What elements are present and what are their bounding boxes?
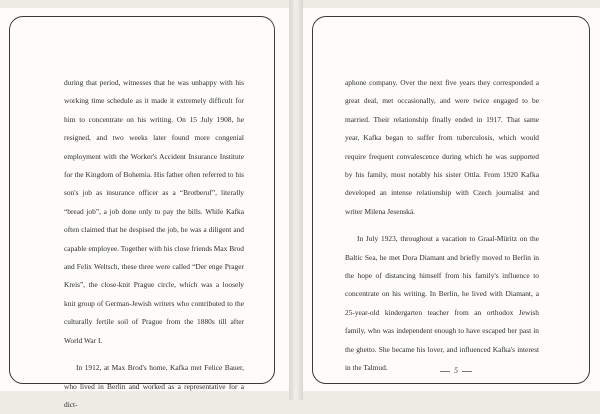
left-page — [0, 8, 289, 409]
right-paragraph-1: aphone company. Over the next five years they corresponded a great deal, met occasionally, and were twice engaged to be married. Their relationship finally ended in 1917. That same year, Kafka began to suffer from tuberculosis, which would require frequent convalescence during which he was supported by his family, most notably his sister Ottla. From 1920 Kafka developed an intense relationship with Czech journalist and writer Milena Jesenská. — [345, 78, 539, 216]
book-gutter — [289, 0, 303, 400]
page-number-left-dash — [440, 371, 450, 372]
right-page-text — [345, 74, 539, 378]
page-number-value: 5 — [454, 366, 458, 375]
left-page-text — [64, 74, 244, 414]
page-number — [426, 366, 486, 378]
right-page — [303, 8, 600, 391]
page-number-right-dash — [462, 371, 472, 372]
left-paragraph-1: during that period, witnesses that he was unhappy with his working time schedule as it made it extremely difficult for him to concentrate on his writing. On 15 July 1908, he resigned, and two weeks later found more congenial employment with the Worker's Accident Insurance Institute for the Kingdom of Bohemia. His father often referred to his son's job as insurance officer as a “Brotberuf”, literally “bread job”, a job done only to pay the bills. While Kafka often claimed that he despised the job, he was a diligent and capable employee. Together with his close friends Max Brod and Felix Weltsch, these three were called “Der enge Prager Kreis”, the close-knit Prague circle, which was a loosely knit group of German-Jewish writers who contributed to the culturally fertile soil of Prague from the 1880s till after World War I. — [64, 78, 244, 345]
left-paragraph-2: In 1912, at Max Brod's home, Kafka met Felice Bauer, who lived in Berlin and worked as a representative for a dict- — [64, 363, 244, 409]
right-paragraph-2: In July 1923, throughout a vacation to Graal-Müritz on the Baltic Sea, he met Dora Diamant and briefly moved to Berlin in the hope of distancing himself from his family's influence to concentrate on his writing. In Berlin, he lived with Diamant, a 25-year-old kindergarten teacher from an orthodox Jewish family, who was independent enough to have escaped her past in the ghetto. She became his lover, and influenced Kafka's interest in the Talmud. — [345, 234, 539, 373]
